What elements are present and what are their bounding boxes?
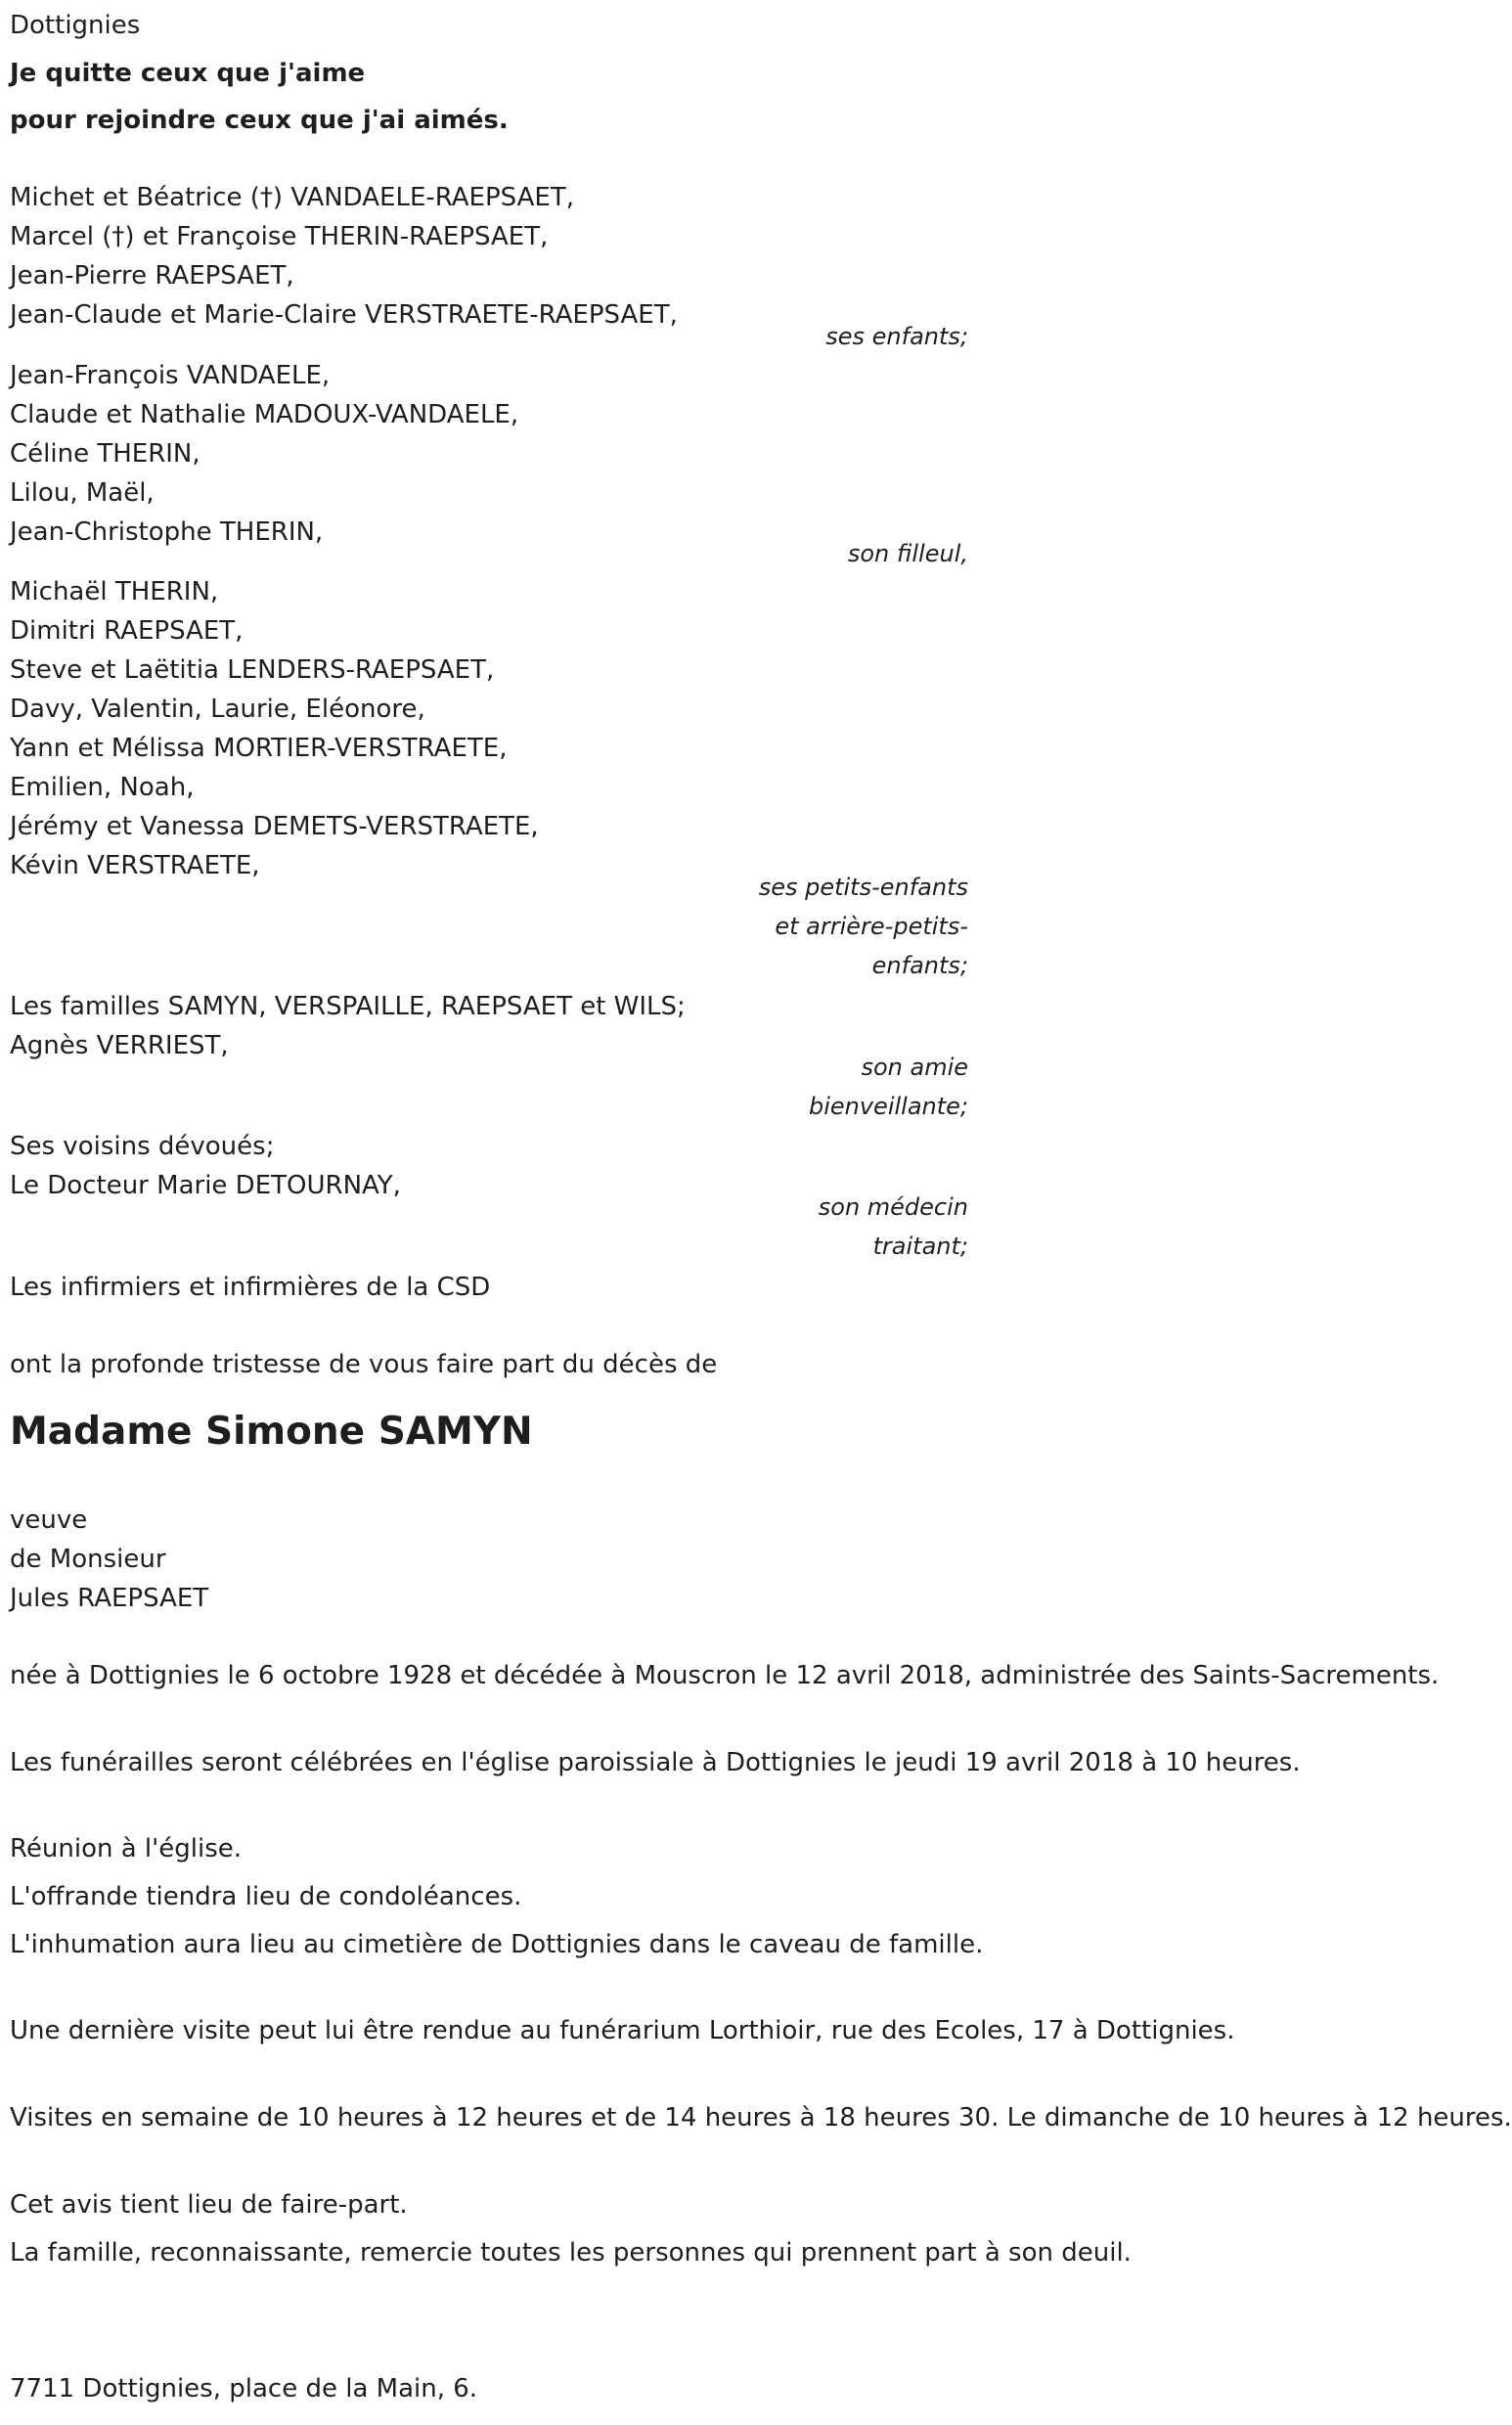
family-member: Les familles SAMYN, VERSPAILLE, RAEPSAET et WILS; <box>10 992 686 1021</box>
family-member: Lilou, Maël, <box>10 478 155 508</box>
family-member: Marcel (†) et Françoise THERIN-RAEPSAET, <box>10 222 549 251</box>
detail-paragraph: L'offrande tiendra lieu de condoléances. <box>10 1882 522 1911</box>
relation-label: bienveillante; <box>808 1093 968 1120</box>
widow-line: veuve <box>10 1505 88 1535</box>
family-member: Agnès VERRIEST, <box>10 1031 229 1060</box>
detail-paragraph: La famille, reconnaissante, remercie toutes les personnes qui prennent part à son deuil. <box>10 2238 1132 2268</box>
relation-label: son filleul, <box>847 540 968 567</box>
relation-label: enfants; <box>871 952 968 979</box>
family-member: Le Docteur Marie DETOURNAY, <box>10 1171 401 1200</box>
family-member: Jean-Claude et Marie-Claire VERSTRAETE-RAEPSAET, <box>10 300 678 330</box>
widow-line: de Monsieur <box>10 1545 166 1574</box>
detail-paragraph: Réunion à l'église. <box>10 1834 243 1864</box>
relation-label: son amie <box>861 1054 968 1081</box>
family-member: Jean-Pierre RAEPSAET, <box>10 261 294 291</box>
family-member: Yann et Mélissa MORTIER-VERSTRAETE, <box>10 734 508 763</box>
detail-paragraph: Une dernière visite peut lui être rendue au funérarium Lorthioir, rue des Ecoles, 17 à Dottignies. <box>10 2016 1235 2045</box>
family-member: Jean-François VANDAELE, <box>10 361 331 390</box>
family-member: Les infirmiers et infirmières de la CSD <box>10 1273 491 1302</box>
address: 7711 Dottignies, place de la Main, 6. <box>10 2374 478 2403</box>
deceased-name: Madame Simone SAMYN <box>10 1410 533 1454</box>
family-member: Davy, Valentin, Laurie, Eléonore, <box>10 695 425 724</box>
detail-paragraph: Visites en semaine de 10 heures à 12 heures et de 14 heures à 18 heures 30. Le dimanche de 10 heures à 12 heures. <box>10 2103 1512 2133</box>
family-member: Michet et Béatrice (†) VANDAELE-RAEPSAET, <box>10 183 575 212</box>
relation-label: et arrière-petits- <box>775 913 968 940</box>
detail-paragraph: Les funérailles seront célébrées en l'église paroissiale à Dottignies le jeudi 19 avril 2018 à 10 heures. <box>10 1748 1301 1777</box>
family-member: Jean-Christophe THERIN, <box>10 517 324 547</box>
quote-line: pour rejoindre ceux que j'ai aimés. <box>10 106 509 135</box>
family-member: Jérémy et Vanessa DEMETS-VERSTRAETE, <box>10 812 539 841</box>
relation-label: traitant; <box>872 1233 968 1260</box>
widow-line: Jules RAEPSAET <box>10 1584 209 1613</box>
detail-paragraph: Cet avis tient lieu de faire-part. <box>10 2190 408 2220</box>
relation-label: ses enfants; <box>825 323 968 350</box>
family-member: Dimitri RAEPSAET, <box>10 616 244 646</box>
detail-paragraph: L'inhumation aura lieu au cimetière de Dottignies dans le caveau de famille. <box>10 1930 984 1959</box>
location-heading: Dottignies <box>10 11 141 40</box>
family-member: Claude et Nathalie MADOUX-VANDAELE, <box>10 400 519 429</box>
family-member: Steve et Laëtitia LENDERS-RAEPSAET, <box>10 655 495 685</box>
family-member: Ses voisins dévoués; <box>10 1132 275 1161</box>
family-member: Michaël THERIN, <box>10 577 219 606</box>
relation-label: son médecin <box>818 1193 968 1221</box>
family-member: Céline THERIN, <box>10 439 200 469</box>
detail-paragraph: née à Dottignies le 6 octobre 1928 et décédée à Mouscron le 12 avril 2018, administrée des Saints-Sacrements. <box>10 1661 1440 1690</box>
family-member: Kévin VERSTRAETE, <box>10 851 260 880</box>
quote-line: Je quitte ceux que j'aime <box>10 59 366 88</box>
family-member: Emilien, Noah, <box>10 773 195 802</box>
announcement-intro: ont la profonde tristesse de vous faire part du décès de <box>10 1350 718 1379</box>
relation-label: ses petits-enfants <box>758 874 968 901</box>
